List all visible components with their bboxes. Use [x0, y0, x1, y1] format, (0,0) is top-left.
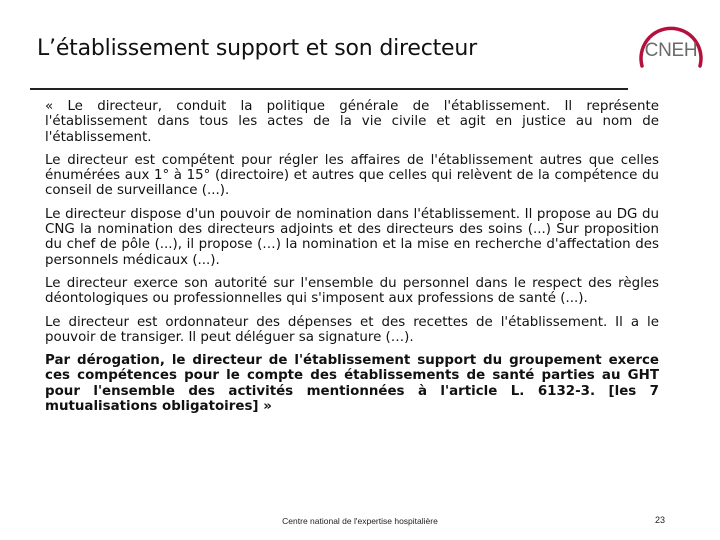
slide-body — [45, 99, 659, 422]
page-number: 23 — [654, 515, 665, 525]
paragraph-derogation-ght: Par dérogation, le directeur de l'établissement support du groupement exerce ces compétences pour le compte des établissements de santé parties au GHT pour l'ensemble des activités mentionnées à l'article L. 6132-3. [les 7 mutualisations obligatoires] » — [45, 353, 659, 415]
cneh-logo — [634, 14, 708, 88]
footer-organization: Centre national de l'expertise hospitalière — [282, 516, 438, 526]
title-divider — [30, 88, 628, 90]
paragraph-directeur-politique: « Le directeur, conduit la politique générale de l'établissement. Il représente l'établissement dans tous les actes de la vie civile et agit en justice au nom de l'établissement. — [45, 99, 659, 145]
paragraph-autorite-personnel: Le directeur exerce son autorité sur l'ensemble du personnel dans le respect des règles déontologiques ou professionnelles qui s'imposent aux professions de santé (...). — [45, 275, 659, 307]
paragraph-competence-affaires: Le directeur est compétent pour régler les affaires de l'établissement autres que celles énumérées aux 1° à 15° (directoire) et autres que celles qui relèvent de la compétence du conseil de surveillance (...). — [45, 152, 659, 199]
slide-title: L’établissement support et son directeur — [37, 36, 477, 61]
paragraph-ordonnateur: Le directeur est ordonnateur des dépenses et des recettes de l'établissement. Il a le pouvoir de transiger. Il peut déléguer sa signature (…). — [45, 314, 659, 345]
logo-text: CNEH — [644, 40, 698, 61]
paragraph-pouvoir-nomination: Le directeur dispose d'un pouvoir de nomination dans l'établissement. Il propose au DG du CNG la nomination des directeurs adjoints et des directeurs des soins (...) Sur proposition du chef de pôle (...), il propose (…) la nomination et la mise en recherche d'affectation des personnels médicaux (...). — [45, 206, 659, 268]
